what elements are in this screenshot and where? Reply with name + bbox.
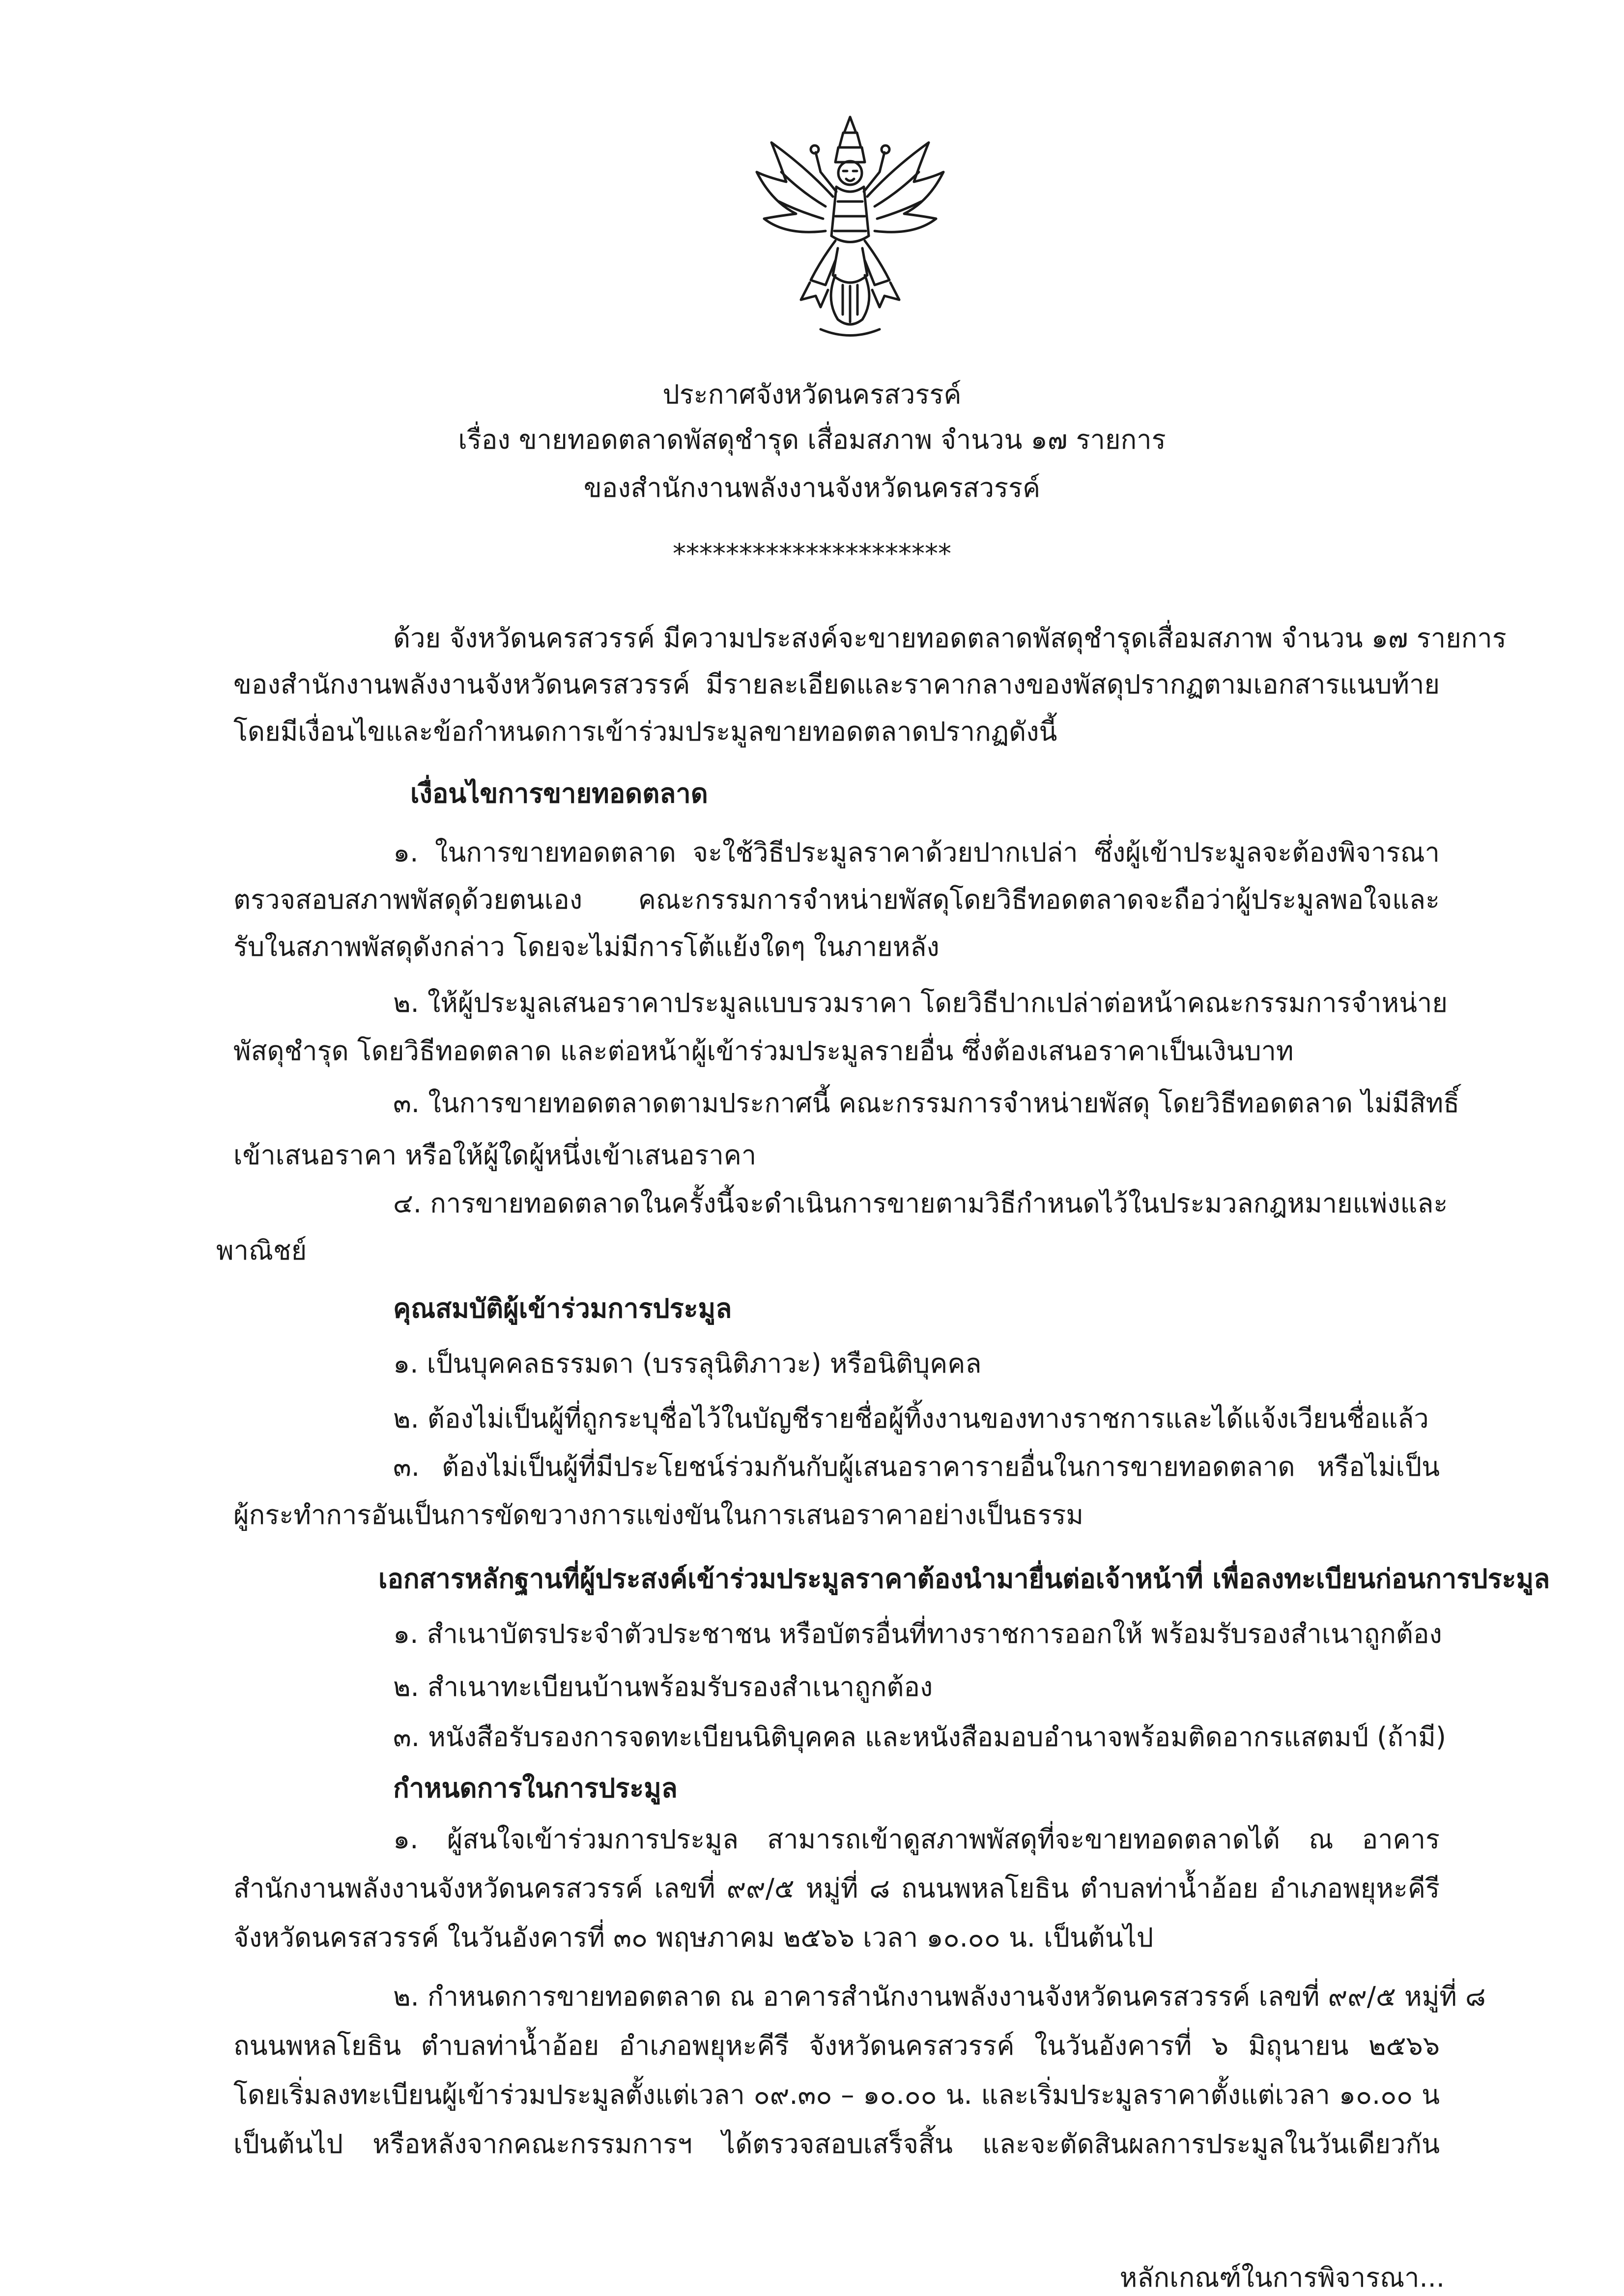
- condition-4-line-1: ๔. การขายทอดตลาดในครั้งนี้จะดำเนินการขายตามวิธีกำหนดไว้ในประมวลกฎหมายแพ่งและ: [393, 1188, 1448, 1219]
- announcement-subject: เรื่อง ขายทอดตลาดพัสดุชำรุด เสื่อมสภาพ จำนวน ๑๗ รายการ: [458, 424, 1166, 455]
- qualifications-heading: คุณสมบัติผู้เข้าร่วมการประมูล: [393, 1293, 732, 1324]
- continuation-note: หลักเกณฑ์ในการพิจารณา...: [1119, 2262, 1445, 2293]
- condition-3-line-2: เข้าเสนอราคา หรือให้ผู้ใดผู้หนึ่งเข้าเสนอราคา: [233, 1140, 757, 1171]
- qualification-3-line-1: ๓. ต้องไม่เป็นผู้ที่มีประโยชน์ร่วมกันกับผู้เสนอราคารายอื่นในการขายทอดตลาด หรือไม่เป็น: [393, 1451, 1440, 1482]
- condition-1-line-1: ๑. ในการขายทอดตลาด จะใช้วิธีประมูลราคาด้วยปากเปล่า ซึ่งผู้เข้าประมูลจะต้องพิจารณา: [393, 837, 1440, 868]
- condition-4-line-2: พาณิชย์: [216, 1235, 307, 1266]
- schedule-2-line-4: เป็นต้นไป หรือหลังจากคณะกรรมการฯ ได้ตรวจสอบเสร็จสิ้น และจะตัดสินผลการประมูลในวันเดียวกัน: [233, 2128, 1440, 2159]
- qualification-2: ๒. ต้องไม่เป็นผู้ที่ถูกระบุชื่อไว้ในบัญชีรายชื่อผู้ทิ้งงานของทางราชการและได้แจ้งเวียนชื่อแล้ว: [393, 1403, 1429, 1434]
- schedule-2-line-1: ๒. กำหนดการขายทอดตลาด ณ อาคารสำนักงานพลังงานจังหวัดนครสวรรค์ เลขที่ ๙๙/๕ หมู่ที่ ๘: [393, 1981, 1486, 2012]
- condition-2-line-1: ๒. ให้ผู้ประมูลเสนอราคาประมูลแบบรวมราคา โดยวิธีปากเปล่าต่อหน้าคณะกรรมการจำหน่าย: [393, 987, 1448, 1018]
- documents-heading: เอกสารหลักฐานที่ผู้ประสงค์เข้าร่วมประมูลราคาต้องนำมายื่นต่อเจ้าหน้าที่ เพื่อลงทะเบียนก่อนการประมูล: [378, 1563, 1550, 1594]
- schedule-heading: กำหนดการในการประมูล: [393, 1773, 678, 1804]
- schedule-1-line-2: สำนักงานพลังงานจังหวัดนครสวรรค์ เลขที่ ๙๙/๕ หมู่ที่ ๘ ถนนพหลโยธิน ตำบลท่าน้ำอ้อย อำเภอพยุหะคีรี: [233, 1873, 1440, 1904]
- qualification-1: ๑. เป็นบุคคลธรรมดา (บรรลุนิติภาวะ) หรือนิติบุคคล: [393, 1348, 982, 1379]
- document-2: ๒. สำเนาทะเบียนบ้านพร้อมรับรองสำเนาถูกต้อง: [393, 1671, 933, 1702]
- document-1: ๑. สำเนาบัตรประจำตัวประชาชน หรือบัตรอื่นที่ทางราชการออกให้ พร้อมรับรองสำเนาถูกต้อง: [393, 1618, 1442, 1649]
- schedule-2-line-3: โดยเริ่มลงทะเบียนผู้เข้าร่วมประมูลตั้งแต่เวลา ๐๙.๓๐ – ๑๐.๐๐ น. และเริ่มประมูลราคาตั้งแต่เวลา ๑๐.๐๐ น: [233, 2079, 1440, 2110]
- qualification-3-line-2: ผู้กระทำการอันเป็นการขัดขวางการแข่งขันในการเสนอราคาอย่างเป็นธรรม: [233, 1499, 1083, 1530]
- schedule-1-line-3: จังหวัดนครสวรรค์ ในวันอังคารที่ ๓๐ พฤษภาคม ๒๕๖๖ เวลา ๑๐.๐๐ น. เป็นต้นไป: [233, 1922, 1154, 1953]
- separator-stars: *********************: [673, 538, 951, 569]
- intro-line-2: ของสำนักงานพลังงานจังหวัดนครสวรรค์ มีรายละเอียดและราคากลางของพัสดุปรากฏตามเอกสารแนบท้าย: [233, 669, 1440, 700]
- announcement-title: ประกาศจังหวัดนครสวรรค์: [662, 379, 962, 410]
- schedule-1-line-1: ๑. ผู้สนใจเข้าร่วมการประมูล สามารถเข้าดูสภาพพัสดุที่จะขายทอดตลาดได้ ณ อาคาร: [393, 1824, 1440, 1855]
- condition-3-line-1: ๓. ในการขายทอดตลาดตามประกาศนี้ คณะกรรมการจำหน่ายพัสดุ โดยวิธีทอดตลาด ไม่มีสิทธิ์: [393, 1088, 1460, 1119]
- condition-2-line-2: พัสดุชำรุด โดยวิธีทอดตลาด และต่อหน้าผู้เข้าร่วมประมูลรายอื่น ซึ่งต้องเสนอราคาเป็นเงินบาท: [233, 1035, 1294, 1066]
- document-3: ๓. หนังสือรับรองการจดทะเบียนนิติบุคคล และหนังสือมอบอำนาจพร้อมติดอากรแสตมป์ (ถ้ามี): [393, 1722, 1446, 1752]
- announcement-office: ของสำนักงานพลังงานจังหวัดนครสวรรค์: [583, 472, 1041, 503]
- condition-1-line-2: ตรวจสอบสภาพพัสดุด้วยตนเอง คณะกรรมการจำหน่ายพัสดุโดยวิธีทอดตลาดจะถือว่าผู้ประมูลพอใจและ: [233, 884, 1440, 915]
- intro-line-1: ด้วย จังหวัดนครสวรรค์ มีความประสงค์จะขายทอดตลาดพัสดุชำรุดเสื่อมสภาพ จำนวน ๑๗ รายการ: [393, 623, 1507, 654]
- garuda-emblem-icon: [752, 113, 948, 344]
- intro-line-3: โดยมีเงื่อนไขและข้อกำหนดการเข้าร่วมประมูลขายทอดตลาดปรากฏดังนี้: [233, 716, 1057, 747]
- schedule-2-line-2: ถนนพหลโยธิน ตำบลท่าน้ำอ้อย อำเภอพยุหะคีรี จังหวัดนครสวรรค์ ในวันอังคารที่ ๖ มิถุนายน ๒๕๖๖: [233, 2030, 1440, 2061]
- conditions-heading: เงื่อนไขการขายทอดตลาด: [410, 778, 708, 809]
- condition-1-line-3: รับในสภาพพัสดุดังกล่าว โดยจะไม่มีการโต้แย้งใดๆ ในภายหลัง: [233, 931, 940, 962]
